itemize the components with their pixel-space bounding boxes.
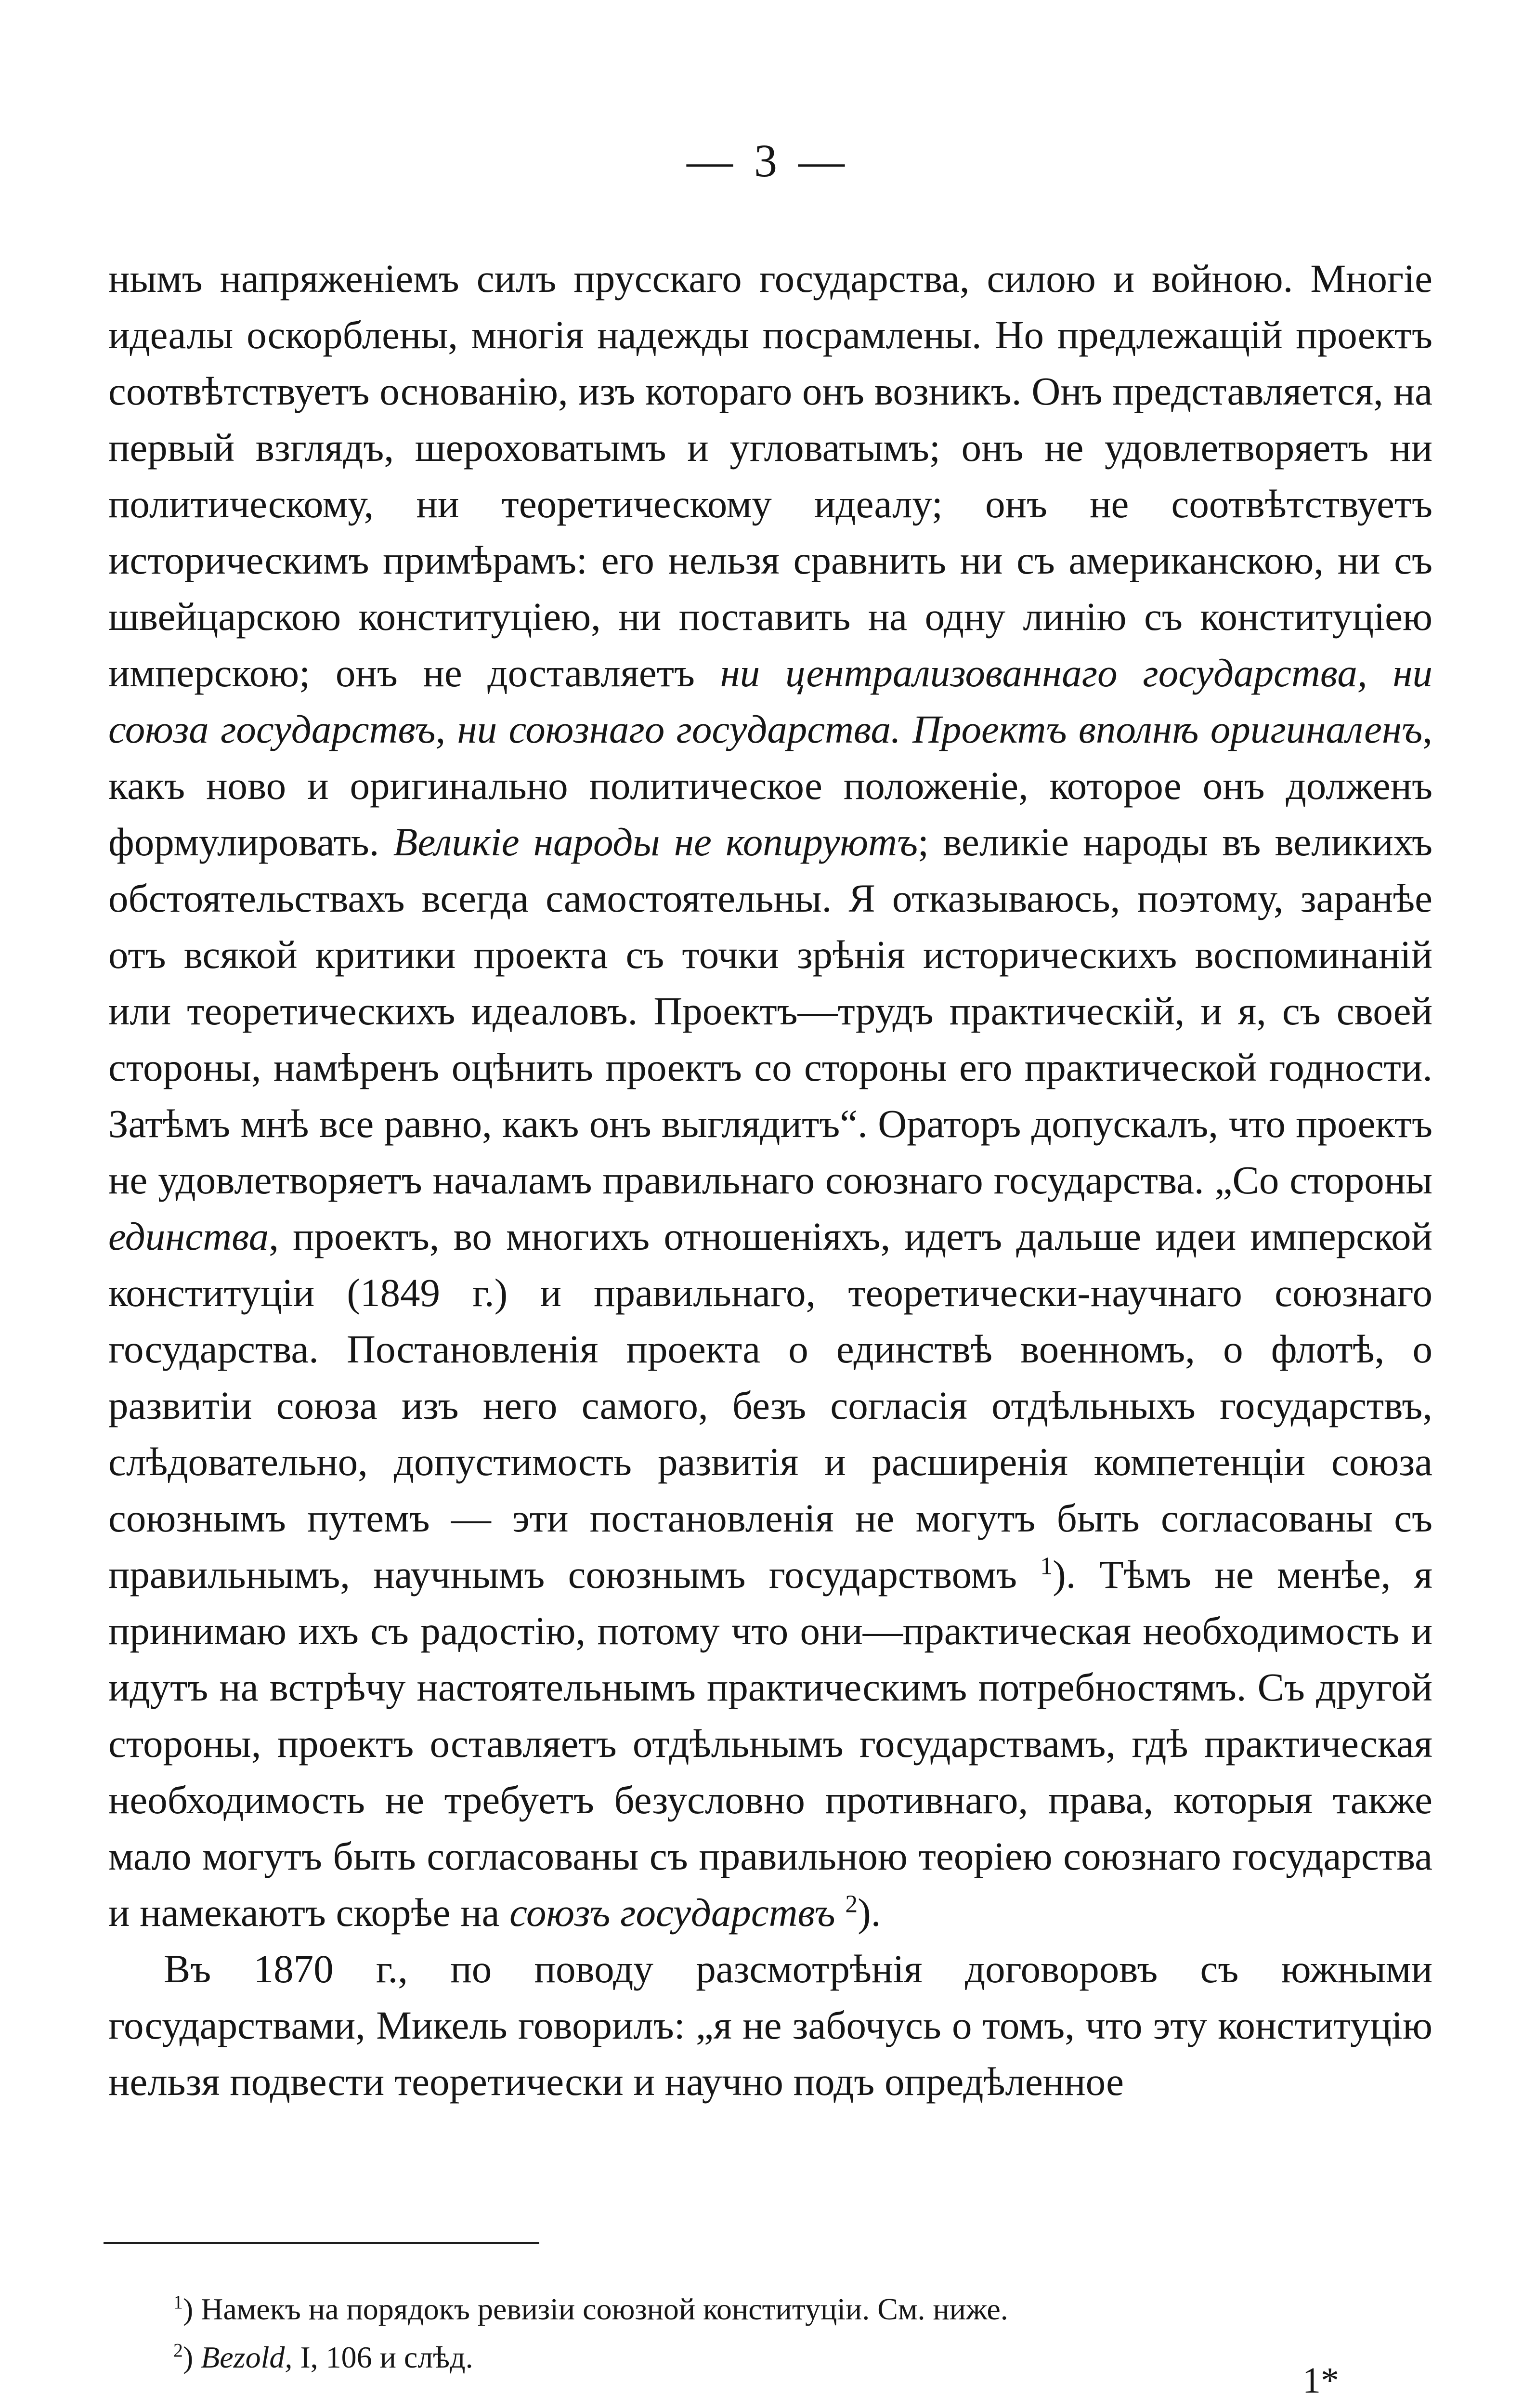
paragraph-2: Въ 1870 г., по поводу разсмотрѣнія договоровъ съ южными государствами, Микель говорилъ: „я не забочусь о томъ, что эту конституцію нельзя подвести теоретически и научно подъ опредѣленное	[108, 1947, 1432, 2104]
p1-italic-2: Великіе народы не копируютъ	[393, 820, 918, 864]
footnote-ref-1: 1	[1040, 1552, 1053, 1580]
p1-italic-1: ни централизованнаго государства, ни союза государствъ, ни союзнаго государства. Проектъ вполнѣ оригиналенъ	[108, 651, 1432, 751]
p1-text-6: ).	[858, 1890, 881, 1935]
footnote-1-mark: 1	[173, 2291, 183, 2313]
p1-text-2: , какъ ново и оригинально политическое положеніе, которое онъ долженъ формулировать.	[108, 707, 1432, 864]
footnote-divider	[104, 2242, 539, 2244]
footnote-2-author: Bezold,	[201, 2340, 293, 2374]
p1-text-5: ). Тѣмъ не менѣе, я принимаю ихъ съ радостію, потому что они—практическая необходимость и идутъ на встрѣчу настоятельнымъ практическимъ потребностямъ. Съ другой стороны, проектъ оставляетъ отдѣльнымъ государствамъ, гдѣ практическая необходимость не требуетъ безусловно противнаго, права, которыя также мало могутъ быть согласованы съ правильною теоріею союзнаго государства и намекаютъ скорѣе на	[108, 1552, 1433, 1935]
paragraph-1	[108, 250, 1432, 1941]
footnote-2: $^2$) Bezold, I, 106 и слѣд.	[173, 2340, 473, 2374]
footnote-2-text: I, 106 и слѣд.	[292, 2340, 473, 2374]
p1-italic-3: единства	[108, 1214, 269, 1258]
page-number: — 3 —	[687, 135, 849, 186]
signature-mark: 1*	[1302, 2360, 1339, 2401]
footnote-1-text: ) Намекъ на порядокъ ревизіи союзной конституціи. См. ниже.	[182, 2292, 1008, 2326]
footnotes	[173, 2285, 1377, 2382]
p1-italic-4: союзъ государствъ	[509, 1890, 835, 1935]
p1-text-4: , проектъ, во многихъ отношеніяхъ, идетъ дальше идеи имперской конституціи (1849 г.) и правильнаго, теоретически-научнаго союзнаго государства. Постановленія проекта о единствѣ военномъ, о флотѣ, о развитіи союза изъ него самого, безъ согласія отдѣльныхъ государствъ, слѣдовательно, допустимость развитія и расширенія компетенціи союза союзнымъ путемъ — эти постановленія не могутъ быть согласованы съ правильнымъ, научнымъ союзнымъ государствомъ	[108, 1214, 1432, 1597]
footnote-2-mark: 2	[173, 2340, 183, 2361]
p1-text-3: ; великіе народы въ великихъ обстоятельствахъ всегда самостоятельны. Я отказываюсь, поэтому, заранѣе отъ всякой критики проекта съ точки зрѣнія историческихъ воспоминаній или теоретическихъ идеаловъ. Проектъ—трудъ практическій, и я, съ своей стороны, намѣренъ оцѣнить проектъ со стороны его практической годности. Затѣмъ мнѣ все равно, какъ онъ выглядитъ“. Ораторъ допускалъ, что проектъ не удовлетворяетъ началамъ правильнаго союзнаго государства. „Со стороны	[108, 820, 1432, 1202]
main-text	[108, 250, 1432, 2110]
footnote-ref-2: 2	[845, 1890, 858, 1918]
footnote-1	[173, 2285, 1377, 2333]
p1-text-1: нымъ напряженіемъ силъ прусскаго государства, силою и войною. Многіе идеалы оскорблены, многія надежды посрамлены. Но предлежащій проектъ соотвѣтствуетъ основанію, изъ котораго онъ возникъ. Онъ представляется, на первый взглядъ, шероховатымъ и угловатымъ; онъ не удовлетворяетъ ни политическому, ни теоретическому идеалу; онъ не соотвѣтствуетъ историческимъ примѣрамъ: его нельзя сравнить ни съ американскою, ни съ швейцарскою конституціею, ни поставить на одну линію съ конституціею имперскою; онъ не доставляетъ	[108, 256, 1432, 695]
